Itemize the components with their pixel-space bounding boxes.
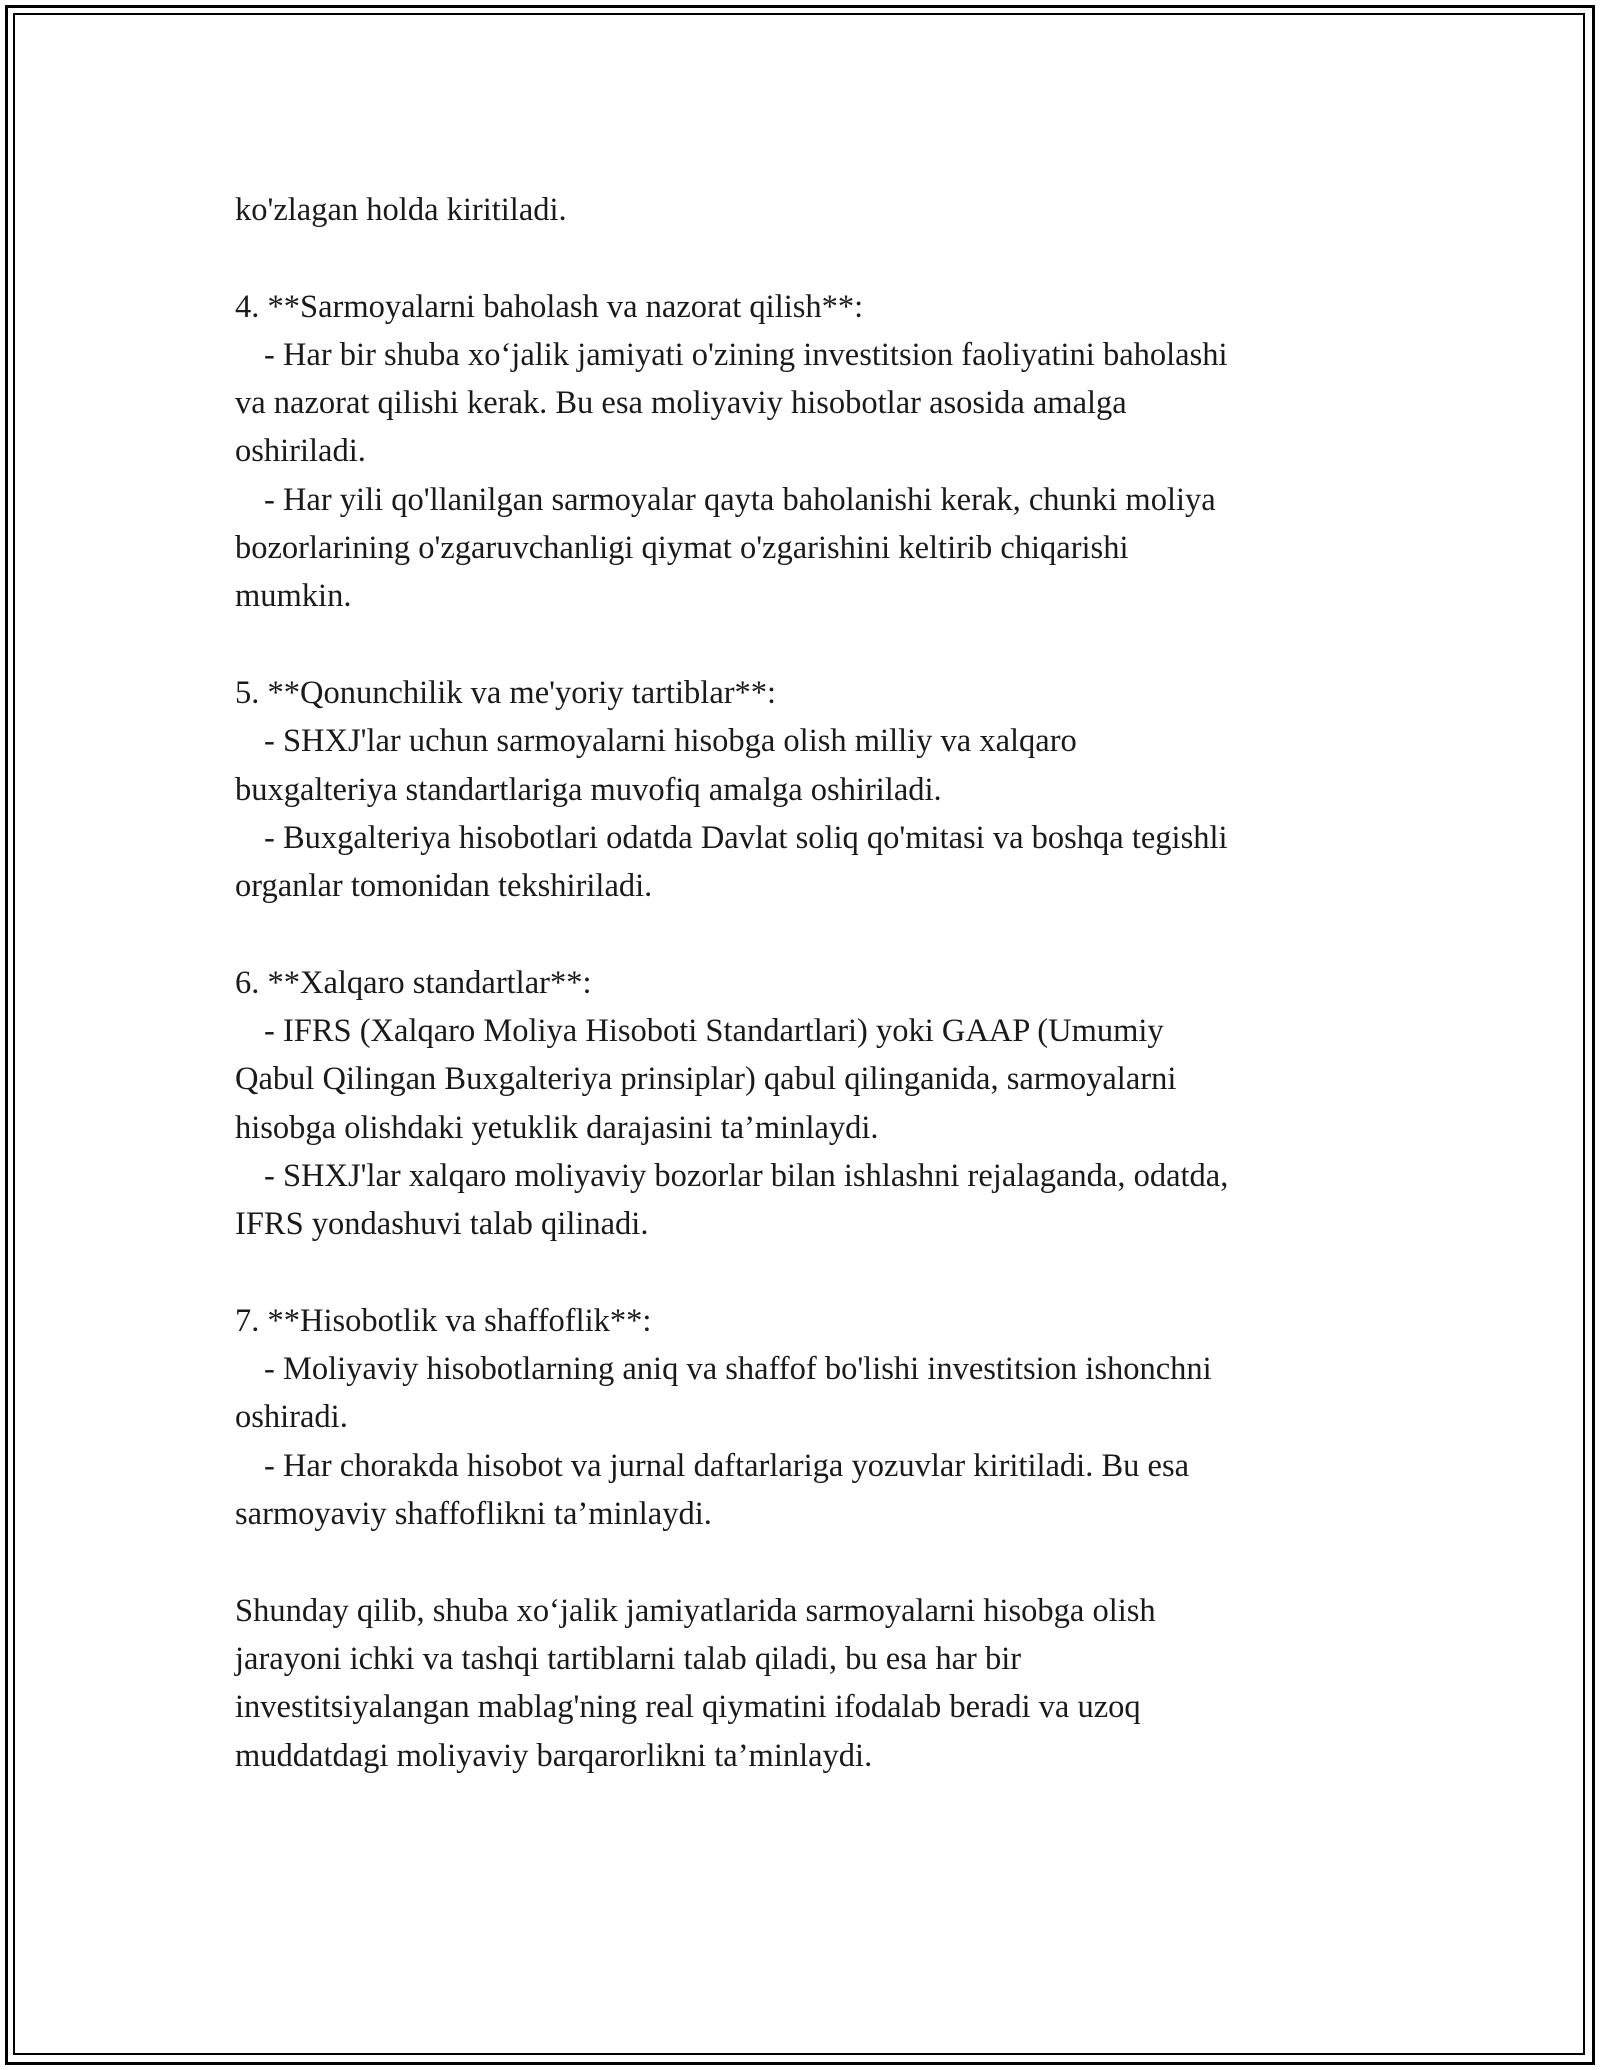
bullet-continuation: bozorlarining o'zgaruvchanligi qiymat o'zgarishini keltirib chiqarishi <box>235 530 1129 567</box>
bullet-line: - Moliyaviy hisobotlarning aniq va shaffof bo'lishi investitsion ishonchni <box>264 1351 1212 1388</box>
bullet-line: - Har chorakda hisobot va jurnal daftarlariga yozuvlar kiritiladi. Bu esa <box>264 1447 1190 1484</box>
section-heading: 5. **Qonunchilik va me'yoriy tartiblar**: <box>235 674 777 711</box>
bullet-continuation: oshiriladi. <box>235 433 366 470</box>
bullet-line: - Buxgalteriya hisobotlari odatda Davlat soliq qo'mitasi va boshqa tegishli <box>264 819 1228 856</box>
section-heading: 6. **Xalqaro standartlar**: <box>235 964 592 1001</box>
bullet-line: - Har bir shuba xo‘jalik jamiyati o'zining investitsion faoliyatini baholashi <box>264 336 1228 373</box>
bullet-line: - SHXJ'lar xalqaro moliyaviy bozorlar bilan ishlashni rejalaganda, odatda, <box>264 1157 1229 1194</box>
paragraph-spacer <box>235 234 1395 282</box>
bullet-line: - Har yili qo'llanilgan sarmoyalar qayta baholanishi kerak, chunki moliya <box>264 481 1216 518</box>
conclusion-line: investitsiyalangan mablag'ning real qiymatini ifodalab beradi va uzoq <box>235 1689 1141 1726</box>
bullet-line: - IFRS (Xalqaro Moliya Hisoboti Standartlari) yoki GAAP (Umumiy <box>264 1013 1164 1050</box>
bullet-continuation: organlar tomonidan tekshiriladi. <box>235 868 653 905</box>
intro-line: ko'zlagan holda kiritiladi. <box>235 192 567 228</box>
bullet-continuation: buxgalteriya standartlariga muvofiq amalga oshiriladi. <box>235 771 942 808</box>
conclusion-line: jarayoni ichki va tashqi tartiblarni talab qiladi, bu esa har bir <box>235 1640 1022 1677</box>
paragraph-spacer <box>235 1249 1395 1297</box>
bullet-continuation: IFRS yondashuvi talab qilinadi. <box>235 1206 649 1243</box>
conclusion-line: muddatdagi moliyaviy barqarorlikni ta’minlaydi. <box>235 1737 873 1774</box>
section-heading: 4. **Sarmoyalarni baholash va nazorat qilish**: <box>235 288 864 325</box>
bullet-continuation: oshiradi. <box>235 1399 348 1436</box>
bullet-line: - SHXJ'lar uchun sarmoyalarni hisobga olish milliy va xalqaro <box>264 723 1077 760</box>
bullet-continuation: mumkin. <box>235 578 352 615</box>
paragraph-spacer <box>235 621 1395 669</box>
section-heading: 7. **Hisobotlik va shaffoflik**: <box>235 1302 652 1339</box>
bullet-continuation: sarmoyaviy shaffoflikni ta’minlaydi. <box>235 1496 712 1533</box>
bullet-continuation: hisobga olishdaki yetuklik darajasini ta’minlaydi. <box>235 1109 879 1146</box>
paragraph-spacer <box>235 910 1395 958</box>
paragraph-spacer <box>235 1538 1395 1586</box>
conclusion-line: Shunday qilib, shuba xo‘jalik jamiyatlarida sarmoyalarni hisobga olish <box>235 1592 1156 1629</box>
bullet-continuation: va nazorat qilishi kerak. Bu esa moliyaviy hisobotlar asosida amalga <box>235 385 1127 422</box>
document-body <box>235 186 1395 1780</box>
bullet-continuation: Qabul Qilingan Buxgalteriya prinsiplar) qabul qilinganida, sarmoyalarni <box>235 1061 1177 1098</box>
